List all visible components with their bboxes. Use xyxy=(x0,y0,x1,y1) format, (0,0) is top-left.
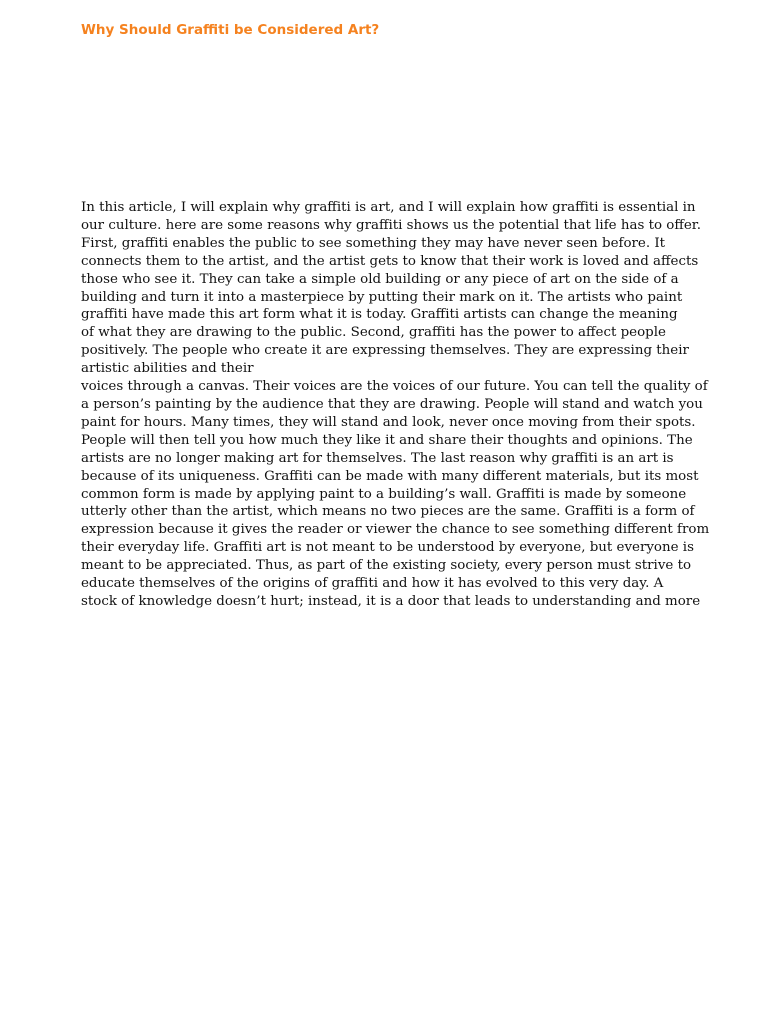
body-line: In this article, I will explain why graffiti is art, and I will explain how graffiti is essential in xyxy=(81,200,696,215)
document-title: Why Should Graffiti be Considered Art? xyxy=(81,22,380,38)
body-line: connects them to the artist, and the artist gets to know that their work is loved and affects xyxy=(81,253,699,269)
body-line: because of its uniqueness. Graffiti can be made with many different materials, but its most xyxy=(81,468,699,484)
body-line: their everyday life. Graffiti art is not meant to be understood by everyone, but everyone is xyxy=(81,540,694,556)
body-line: People will then tell you how much they like it and share their thoughts and opinions. The xyxy=(81,432,693,448)
body-line: of what they are drawing to the public. Second, graffiti has the power to affect people xyxy=(81,325,666,341)
body-line: our culture. here are some reasons why graffiti shows us the potential that life has to offer. xyxy=(81,217,701,233)
body-line: First, graffiti enables the public to see something they may have never seen before. It xyxy=(81,235,666,251)
body-line: voices through a canvas. Their voices are the voices of our future. You can tell the quality of xyxy=(81,379,708,395)
body-line: expression because it gives the reader or viewer the chance to see something different from xyxy=(81,522,710,538)
body-line: artists are no longer making art for themselves. The last reason why graffiti is an art is xyxy=(81,450,674,466)
body-line: common form is made by applying paint to a building’s wall. Graffiti is made by someone xyxy=(81,486,687,502)
body-line: a person’s painting by the audience that they are drawing. People will stand and watch you xyxy=(81,396,703,412)
body-line: meant to be appreciated. Thus, as part of the existing society, every person must strive to xyxy=(81,558,692,574)
body-line: utterly other than the artist, which means no two pieces are the same. Graffiti is a form of xyxy=(81,504,695,520)
body-line: paint for hours. Many times, they will stand and look, never once moving from their spots. xyxy=(81,414,696,430)
document-body xyxy=(81,199,756,611)
body-line: positively. The people who create it are expressing themselves. They are expressing their xyxy=(81,343,689,359)
body-line: educate themselves of the origins of graffiti and how it has evolved to this very day. A xyxy=(81,576,664,592)
body-line: those who see it. They can take a simple old building or any piece of art on the side of a xyxy=(81,271,679,287)
body-line: graffiti have made this art form what it is today. Graffiti artists can change the meaning xyxy=(81,307,678,323)
body-line: artistic abilities and their xyxy=(81,361,254,377)
body-line: stock of knowledge doesn’t hurt; instead, it is a door that leads to understanding and more xyxy=(81,593,701,609)
body-line: building and turn it into a masterpiece by putting their mark on it. The artists who paint xyxy=(81,289,683,305)
